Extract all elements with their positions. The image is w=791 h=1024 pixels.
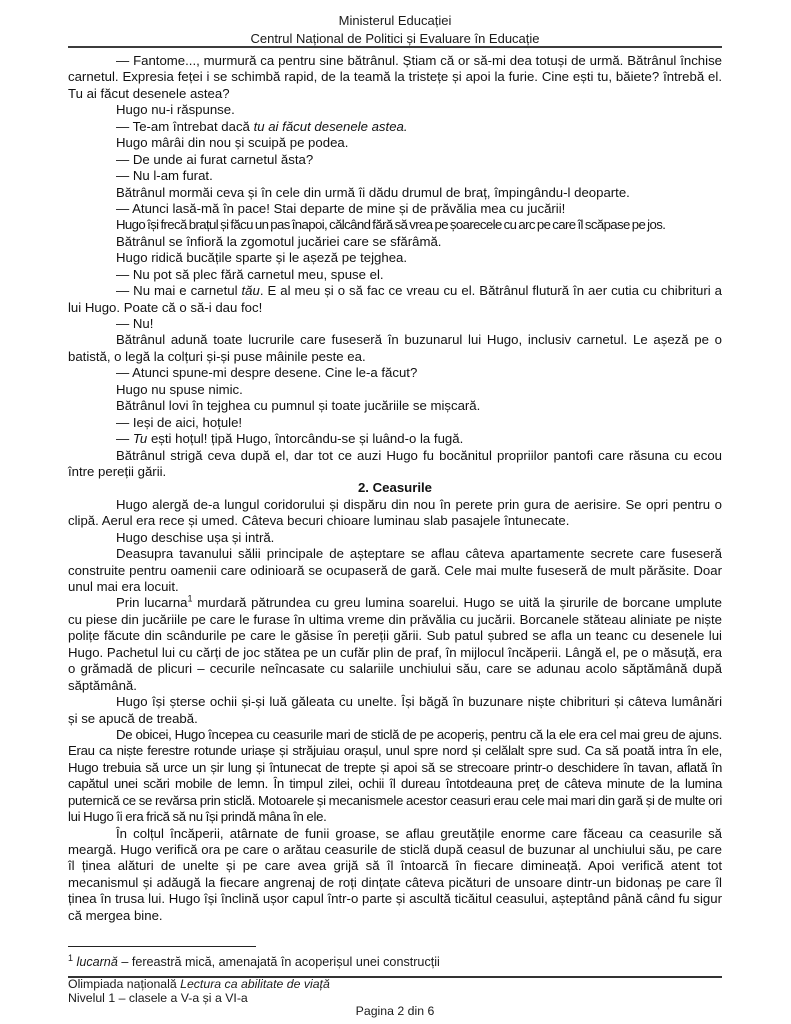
footer-olympiad-title: Olimpiada națională Lectura ca abilitate de viață (68, 977, 330, 991)
paragraph: Hugo mârâi din nou și scuipă pe podea. (116, 135, 349, 151)
paragraph: Bătrânul lovi în tejghea cu pumnul și toate jucăriile se mișcară. (116, 398, 481, 414)
header-center: Centrul Național de Politici și Evaluare în Educație (250, 31, 540, 46)
paragraph: — Te-am întrebat dacă tu ai făcut desenele astea. (116, 118, 408, 134)
paragraph: Hugo își frecă brațul și făcu un pas înapoi, călcând fără să vrea pe șoarecele cu arc pe care îl scăpase pe jos. (116, 217, 666, 233)
header-ministry: Ministerul Educației (338, 13, 452, 28)
paragraph: Hugo nu spuse nimic. (116, 381, 243, 397)
paragraph: Hugo își șterse ochii și-și luă găleata cu unelte. Își băgă în buzunare niște chibrituri și câteva lumânări și se apucă de treabă. (68, 694, 722, 726)
paragraph: Hugo deschise ușa și intră. (116, 529, 275, 545)
paragraph: Hugo nu-i răspunse. (116, 102, 235, 118)
paragraph: Deasupra tavanului sălii principale de așteptare se aflau câteva apartamente secrete care fuseseră construite pentru oamenii care odinioară se ocupaseră de gară. Cele mai multe fuseseră de mult părăsite. Doar unul mai era locuit. (68, 546, 722, 594)
paragraph: — Atunci lasă-mă în pace! Stai departe de mine și de prăvălia mea cu jucării! (116, 200, 566, 216)
paragraph: Hugo alergă de-a lungul coridorului și dispăru din nou în perete prin gura de aerisire. Se opri pentru o clipă. Aerul era rece și umed. Câteva becuri chioare luminau slab pasajele întunecate. (68, 496, 722, 529)
paragraph: — Ieși de aici, hoțule! (116, 414, 243, 430)
page-header (68, 12, 722, 48)
paragraph: Prin lucarna$^1$ murdară pătrundea cu greu lumina soarelui. Hugo se uită la șirurile de borcane umplute cu piese din jucăriile pe care le furase în ultima vreme din prăvălia cu jucării. Borcanele stăteau aliniate pe niște polițe făcute din scândurile pe care le găsise în pereții gării. Sub patul șubred se afla un teanc cu desenele lui Hugo. Pachetul lui cu cărți de joc stătea pe un cufăr plin de praf, în mijlocul încăperii. Lângă el, pe o măsuță, era o grămadă de plicuri – cecurile neîncasate cu salariile unchiului său, care se adunau acolo săptămână după săptămână. (68, 594, 722, 693)
paragraph: Bătrânul mormăi ceva și în cele din urmă îi dădu drumul de braț, împingându-l deoparte. (116, 184, 630, 200)
text-body (68, 53, 722, 924)
footer-level: Nivelul 1 – clasele a V-a și a VI-a (68, 990, 248, 1005)
paragraph: — Nu pot să plec fără carnetul meu, spuse el. (116, 266, 384, 282)
paragraph: — De unde ai furat carnetul ăsta? (116, 151, 314, 167)
page-footer (68, 978, 722, 1019)
footnote: $^1$ lucarnă – fereastră mică, amenajată în acoperișul unei construcții (68, 952, 440, 969)
footer-page-number: Pagina 2 din 6 (355, 1004, 435, 1018)
paragraph: — Nu! (116, 316, 154, 331)
paragraph: Hugo ridică bucățile sparte și le așeză pe tejghea. (116, 250, 408, 266)
footnote-divider (68, 946, 256, 947)
paragraph: — Atunci spune-mi despre desene. Cine le-a făcut? (116, 365, 418, 381)
paragraph: — Nu mai e carnetul tău. E al meu și o să fac ce vreau cu el. Bătrânul flutură în aer cutia cu chibrituri a lui Hugo. Poate că o să-i dau foc! (68, 283, 723, 315)
header-divider (68, 46, 722, 48)
paragraph: — Nu l-am furat. (116, 168, 213, 184)
section-heading: 2. Ceasurile (357, 480, 433, 496)
paragraph: Bătrânul se înfioră la zgomotul jucăriei care se sfărâmă. (116, 233, 442, 249)
paragraph: De obicei, Hugo începea cu ceasurile mari de sticlă de pe acoperiș, pentru că la ele era cel mai greu de ajuns. Erau ca niște ferestre rotunde uriașe și străjuiau orașul, unul spre nord și celălalt spre sud. Ca să poată intra în ele, Hugo trebuia să urce un șir lung și întunecat de trepte și apoi să se strecoare printr-o deschidere în tavan, aflată în capătul unei scări mobile de lemn. În timpul zilei, ochii îl dureau întotdeauna preț de câteva minute de la lumina puternică ce se revărsa prin sticlă. Motoarele și mecanismele acestor ceasuri erau cele mai mari din gară și de multe ori lui Hugo îi era frică să nu își prindă mâna în ele. (68, 726, 722, 825)
paragraph: — Fantome..., murmură ca pentru sine bătrânul. Știam că or să-mi dea totuși de urmă. Bătrânul închise carnetul. Expresia feței i se schimbă rapid, de la teamă la tristețe și apoi la furie. Cine ești tu, băiete? întrebă el. Tu ai făcut desenele astea? (68, 53, 722, 101)
paragraph: Bătrânul strigă ceva după el, dar tot ce auzi Hugo fu bocănitul propriilor pantofi care răsuna cu ecou între pereții gării. (68, 447, 722, 479)
paragraph: Bătrânul adună toate lucrurile care fuseseră în buzunarul lui Hugo, inclusiv carnetul. Le așeză pe o batistă, o legă la colțuri și-și puse mâinile peste ea. (68, 332, 722, 364)
paragraph: — Tu ești hoțul! țipă Hugo, întorcându-se și luând-o la fugă. (116, 431, 464, 447)
paragraph: În colțul încăperii, atârnate de funii groase, se aflau greutățile enorme care făceau ca ceasurile să meargă. Hugo verifică ora pe care o arătau ceasurile de sticlă după ceasul de buzunar al unchiului său, pe care îl ținea alături de unelte și pe care avea grijă să îl întoarcă în fiecare dimineață. Apoi verifică atent tot mecanismul și adăugă la fiecare angrenaj de roți dințate câteva picături de unsoare dintr-un bidonaș pe care îl ținea în trusa lui. Hugo își înclină ușor capul într-o parte și ascultă ticăitul ceasului, așteptând până când fu sigur că mergea bine. (68, 825, 722, 923)
